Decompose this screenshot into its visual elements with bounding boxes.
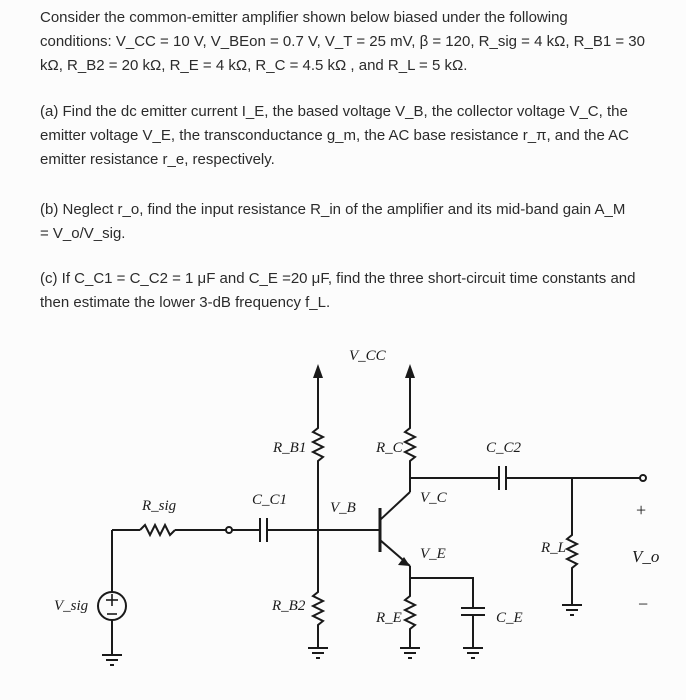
rb1-resistor: [313, 420, 323, 470]
ce-capacitor: [461, 608, 485, 615]
rc-resistor: [405, 420, 415, 478]
part-a: [40, 100, 660, 172]
ground-re: [400, 648, 420, 658]
part-c: [40, 267, 660, 315]
label-cc2: C_C2: [486, 440, 522, 456]
ground-rb2: [308, 648, 328, 658]
ground-ce: [463, 648, 483, 658]
label-plus: +: [636, 500, 647, 520]
label-vb: V_B: [330, 500, 356, 516]
label-rsig: R_sig: [142, 498, 177, 514]
part-c-line-1: (c) If C_C1 = C_C2 = 1 μF and C_E =20 μF, find the three short-circuit time constants and: [40, 270, 636, 287]
label-minus: −: [638, 594, 649, 614]
label-rb2: R_B2: [272, 598, 306, 614]
re-resistor: [405, 590, 415, 648]
label-cc1: C_C1: [252, 492, 288, 508]
rb2-resistor: [313, 580, 323, 648]
label-rb1: R_B1: [273, 440, 307, 456]
part-c-line-2: then estimate the lower 3-dB frequency f_L.: [40, 294, 331, 311]
cc1-capacitor: [260, 518, 267, 542]
label-ve: V_E: [420, 546, 446, 562]
vcc-arrow-left: [313, 364, 323, 420]
intro-line-2: conditions: V_CC = 10 V, V_BEon = 0.7 V, V_T = 25 mV, β = 120, R_sig = 4 kΩ, R_B1 = 30: [40, 33, 645, 50]
part-a-line-2: emitter voltage V_E, the transconductance g_m, the AC base resistance r_π, and the AC: [40, 127, 630, 144]
part-a-line-1: (a) Find the dc emitter current I_E, the based voltage V_B, the collector voltage V_C, the: [40, 103, 628, 120]
label-re: R_E: [376, 610, 402, 626]
input-terminal: [226, 527, 232, 533]
label-ce: C_E: [496, 610, 523, 626]
ground-rl: [562, 605, 582, 615]
part-b-line-2: = V_o/V_sig.: [40, 225, 126, 242]
ground-source: [102, 655, 122, 665]
ce-wire: [410, 578, 473, 608]
label-rc: R_C: [376, 440, 403, 456]
cc2-capacitor: [499, 466, 506, 490]
problem-intro: [40, 6, 660, 78]
label-vc: V_C: [420, 490, 447, 506]
rl-resistor: [567, 478, 577, 605]
bjt-transistor: [380, 478, 410, 566]
vcc-arrow-right: [405, 364, 415, 420]
intro-line-3: kΩ, R_B2 = 20 kΩ, R_E = 4 kΩ, R_C = 4.5 kΩ , and R_L = 5 kΩ.: [40, 57, 468, 74]
intro-line-1: Consider the common-emitter amplifier shown below biased under the following: [40, 9, 568, 26]
label-vsig: V_sig: [54, 598, 89, 614]
label-rl: R_L: [541, 540, 567, 556]
label-vo: V_o: [632, 547, 660, 566]
rsig-resistor: [140, 525, 175, 535]
part-b-line-1: (b) Neglect r_o, find the input resistance R_in of the amplifier and its mid-band gain A_M: [40, 201, 626, 218]
label-vcc: V_CC: [349, 348, 386, 364]
output-terminal: [640, 475, 646, 481]
amplifier-schematic: [0, 330, 686, 700]
part-b: [40, 198, 660, 246]
part-a-line-3: emitter resistance r_e, respectively.: [40, 151, 275, 168]
